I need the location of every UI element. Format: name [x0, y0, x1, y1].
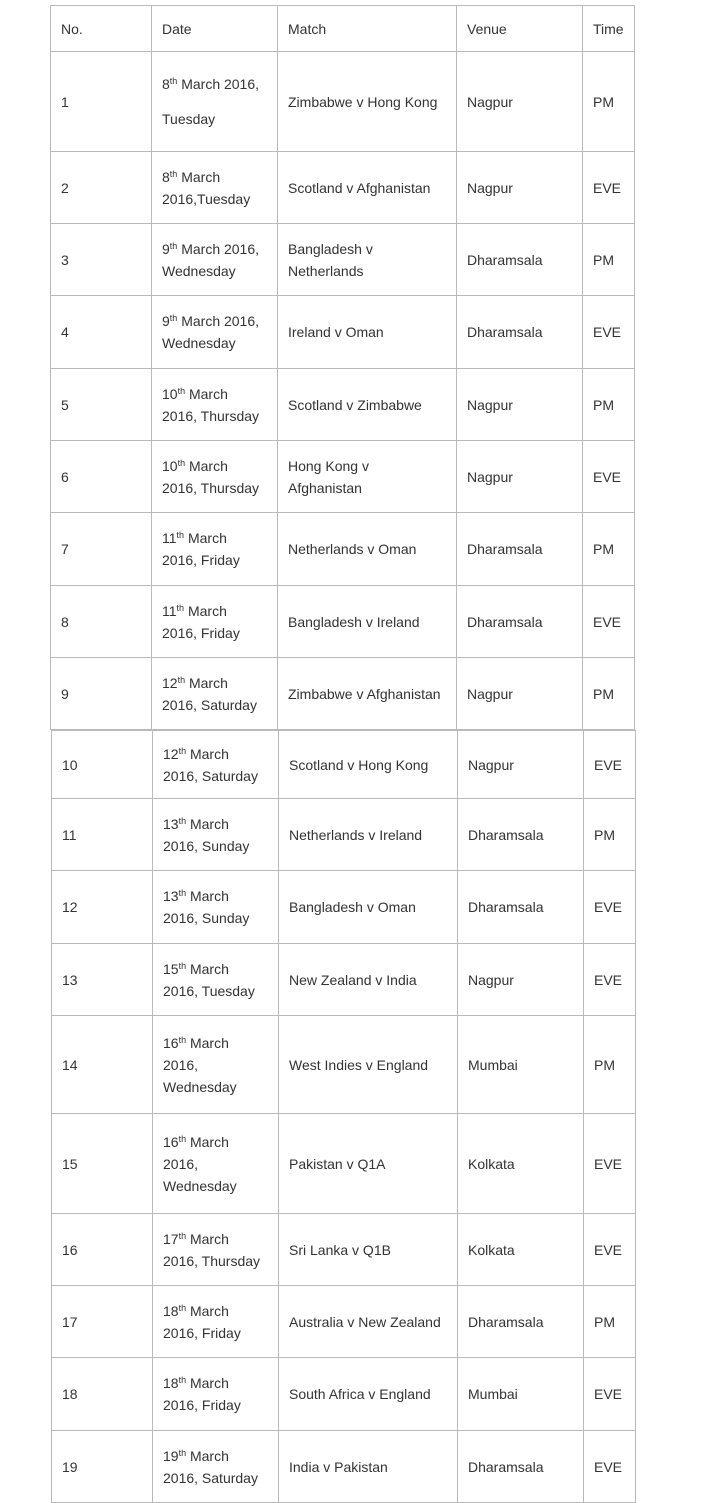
match-time: EVE [583, 152, 635, 224]
match-teams [279, 1286, 458, 1358]
date-month: March [186, 1230, 229, 1247]
date-ordinal: th [178, 1302, 187, 1313]
date-day: 15 [163, 960, 179, 977]
date-day: 10 [162, 385, 178, 402]
match-line-1: Hong Kong v [288, 457, 369, 474]
match-line-1: Scotland v Afghanistan [288, 179, 431, 196]
match-line-1: Australia v New Zealand [289, 1313, 441, 1330]
date-day: 11 [162, 602, 177, 619]
match-time: PM [583, 369, 635, 441]
date-month: March [185, 385, 228, 402]
match-venue: Nagpur [457, 441, 583, 513]
date-month: March [186, 1447, 229, 1464]
table-row [52, 1358, 636, 1431]
match-teams [279, 1358, 458, 1431]
match-teams [279, 1214, 458, 1286]
date-ordinal: th [178, 1375, 187, 1385]
match-number: 16 [52, 1214, 153, 1286]
schedule-table-part-2 [51, 730, 636, 1503]
date-month: March [184, 530, 227, 546]
date-month: March [186, 960, 229, 977]
date-day: 8 [162, 168, 170, 185]
match-teams [278, 658, 457, 730]
match-line-1: Pakistan v Q1A [289, 1155, 386, 1172]
date-month: March [185, 674, 228, 691]
match-venue: Dharamsala [458, 1431, 584, 1503]
date-line-2: Wednesday [162, 335, 236, 351]
match-venue: Dharamsala [457, 296, 583, 369]
match-line-1: West Indies v England [289, 1056, 429, 1073]
date-day: 16 [163, 1133, 179, 1150]
match-time: EVE [584, 1358, 636, 1431]
date-month: March [186, 888, 229, 904]
table-row [52, 944, 636, 1016]
date-month: March [177, 168, 221, 185]
match-venue: Dharamsala [458, 1286, 584, 1358]
date-line-2: 2016, Sunday [163, 837, 250, 854]
date-ordinal: th [169, 240, 178, 251]
date-line-2: 2016, Thursday [162, 407, 260, 424]
table-row [51, 586, 635, 658]
match-line-1: Bangladesh v [288, 240, 373, 257]
match-venue: Kolkata [458, 1114, 584, 1214]
match-number: 1 [51, 52, 152, 152]
date-ordinal: th [178, 1034, 187, 1045]
date-month: March [186, 1302, 229, 1319]
date-day: 13 [163, 888, 179, 904]
match-teams [279, 1431, 458, 1503]
match-date [153, 871, 279, 944]
table-row [52, 1016, 636, 1114]
match-time: EVE [583, 296, 635, 369]
match-venue: Nagpur [457, 52, 583, 152]
match-date [153, 1358, 279, 1431]
match-date [152, 369, 278, 441]
match-venue: Mumbai [458, 1016, 584, 1114]
match-venue: Dharamsala [457, 513, 583, 586]
match-venue: Nagpur [458, 944, 584, 1016]
date-ordinal: th [178, 888, 187, 898]
match-line-1: Netherlands v Ireland [289, 826, 423, 843]
date-day: 19 [163, 1447, 179, 1464]
match-date [152, 224, 278, 296]
match-time: PM [584, 1286, 636, 1358]
match-line-2: Afghanistan [288, 479, 362, 496]
date-day: 17 [163, 1230, 179, 1247]
date-ordinal: th [169, 75, 178, 86]
table-header-row [51, 6, 635, 52]
match-time: EVE [584, 1114, 636, 1214]
header-venue: Venue [457, 6, 583, 52]
match-number: 6 [51, 441, 152, 513]
match-line-1: Bangladesh v Oman [289, 899, 416, 915]
match-time: PM [583, 52, 635, 152]
date-ordinal: th [178, 960, 187, 971]
match-line-1: Scotland v Hong Kong [289, 756, 429, 773]
date-day: 9 [162, 240, 170, 257]
match-line-1: Netherlands v Oman [288, 541, 417, 557]
match-number: 17 [52, 1286, 153, 1358]
match-date [152, 513, 278, 586]
match-time: EVE [583, 441, 635, 513]
match-line-1: New Zealand v India [289, 971, 417, 988]
date-line-2: 2016, Thursday [162, 479, 260, 496]
match-date [153, 944, 279, 1016]
match-number: 8 [51, 586, 152, 658]
match-teams [279, 799, 458, 871]
header-date: Date [152, 6, 278, 52]
match-line-2: Netherlands [288, 262, 364, 279]
date-line-2: 2016, Saturday [163, 767, 258, 784]
match-time: EVE [583, 586, 635, 658]
match-date [153, 1016, 279, 1114]
date-day: 13 [163, 815, 179, 832]
match-date [152, 152, 278, 224]
match-date [153, 1214, 279, 1286]
match-date [153, 799, 279, 871]
table-row [52, 799, 636, 871]
match-number: 3 [51, 224, 152, 296]
date-ordinal: th [178, 745, 187, 756]
schedule-table-part-1 [50, 5, 635, 730]
table-row [51, 369, 635, 441]
date-line-2: 2016, Friday [163, 1324, 241, 1341]
date-ordinal: th [177, 674, 186, 685]
match-teams [278, 296, 457, 369]
match-teams [279, 1016, 458, 1114]
table-row [52, 731, 636, 799]
table-row [51, 658, 635, 730]
match-date [152, 52, 278, 152]
match-time: PM [584, 1016, 636, 1114]
match-line-1: Ireland v Oman [288, 324, 384, 340]
date-line-2: 2016, Saturday [162, 696, 257, 713]
match-teams [279, 944, 458, 1016]
date-day: 18 [163, 1302, 179, 1319]
date-month: March [184, 602, 227, 619]
date-line-2: 2016, Thursday [163, 1252, 261, 1269]
match-teams [279, 731, 458, 799]
table-row [52, 1114, 636, 1214]
match-line-1: Bangladesh v Ireland [288, 613, 420, 630]
date-day: 10 [162, 457, 178, 474]
date-ordinal: th [176, 530, 185, 540]
date-month: March 2016, [177, 240, 260, 257]
match-time: EVE [584, 1214, 636, 1286]
match-number: 2 [51, 152, 152, 224]
match-line-1: Scotland v Zimbabwe [288, 396, 422, 413]
match-number: 4 [51, 296, 152, 369]
date-day: 12 [163, 745, 179, 762]
match-venue: Dharamsala [458, 871, 584, 944]
match-date [152, 586, 278, 658]
match-time: PM [584, 799, 636, 871]
table-row [51, 152, 635, 224]
date-day: 11 [162, 530, 177, 546]
date-ordinal: th [177, 385, 186, 396]
match-teams [278, 441, 457, 513]
match-time: PM [583, 224, 635, 296]
match-venue: Dharamsala [457, 224, 583, 296]
match-teams [278, 586, 457, 658]
date-ordinal: th [178, 1230, 187, 1241]
match-venue: Nagpur [457, 658, 583, 730]
date-line-2: 2016, Friday [162, 624, 240, 641]
date-ordinal: th [169, 168, 178, 179]
match-date [153, 1286, 279, 1358]
match-number: 15 [52, 1114, 153, 1214]
date-month: March [186, 1034, 229, 1051]
match-venue: Dharamsala [457, 586, 583, 658]
date-day: 12 [162, 674, 178, 691]
header-match: Match [278, 6, 457, 52]
match-time: EVE [584, 944, 636, 1016]
match-venue: Nagpur [457, 369, 583, 441]
date-ordinal: th [178, 1133, 187, 1144]
table-row [52, 1214, 636, 1286]
match-line-1: South Africa v England [289, 1386, 431, 1402]
match-date [152, 441, 278, 513]
date-line-3: Wednesday [163, 1177, 237, 1194]
table-row [51, 441, 635, 513]
date-line-3: Wednesday [163, 1078, 237, 1095]
header-no: No. [51, 6, 152, 52]
match-number: 19 [52, 1431, 153, 1503]
table-row [51, 296, 635, 369]
date-ordinal: th [178, 1447, 187, 1458]
match-number: 18 [52, 1358, 153, 1431]
match-line-1: Zimbabwe v Afghanistan [288, 685, 441, 702]
table-row [52, 871, 636, 944]
match-number: 12 [52, 871, 153, 944]
date-ordinal: th [177, 457, 186, 468]
match-number: 13 [52, 944, 153, 1016]
table-row [51, 224, 635, 296]
match-line-1: Zimbabwe v Hong Kong [288, 93, 438, 110]
match-time: EVE [584, 731, 636, 799]
date-month: March [186, 1133, 229, 1150]
date-month: March 2016, [177, 313, 260, 329]
date-day: 18 [163, 1375, 179, 1391]
date-line-2: Wednesday [162, 262, 236, 279]
match-date [153, 1431, 279, 1503]
match-line-1: Sri Lanka v Q1B [289, 1241, 391, 1258]
match-teams [278, 513, 457, 586]
match-number: 11 [52, 799, 153, 871]
match-venue: Mumbai [458, 1358, 584, 1431]
date-line-2: 2016, Friday [163, 1397, 241, 1413]
match-time: PM [583, 513, 635, 586]
date-month: March [186, 815, 229, 832]
match-venue: Nagpur [457, 152, 583, 224]
match-number: 5 [51, 369, 152, 441]
table-row [51, 513, 635, 586]
match-line-1: India v Pakistan [289, 1458, 388, 1475]
match-date [153, 1114, 279, 1214]
match-time: EVE [584, 1431, 636, 1503]
match-teams [278, 224, 457, 296]
table-row [52, 1286, 636, 1358]
date-month: March 2016, [177, 75, 260, 92]
date-line-2: Tuesday [162, 110, 216, 127]
date-line-2: 2016, Sunday [163, 910, 250, 926]
match-teams [278, 369, 457, 441]
match-venue: Dharamsala [458, 799, 584, 871]
date-line-2: 2016, [163, 1155, 199, 1172]
date-day: 8 [162, 75, 170, 92]
date-line-2: 2016, Saturday [163, 1469, 258, 1486]
date-month: March [186, 745, 229, 762]
match-time: PM [583, 658, 635, 730]
date-month: March [186, 1375, 229, 1391]
date-ordinal: th [176, 602, 185, 613]
date-day: 9 [162, 313, 170, 329]
date-month: March [185, 457, 228, 474]
date-line-2: 2016, Tuesday [163, 982, 255, 999]
date-line-2: 2016,Tuesday [162, 190, 251, 207]
date-line-2: 2016, [163, 1056, 199, 1073]
match-number: 9 [51, 658, 152, 730]
match-teams [279, 1114, 458, 1214]
date-day: 16 [163, 1034, 179, 1051]
table-row [51, 52, 635, 152]
date-ordinal: th [178, 815, 187, 826]
match-venue: Nagpur [458, 731, 584, 799]
match-number: 14 [52, 1016, 153, 1114]
match-number: 7 [51, 513, 152, 586]
match-venue: Kolkata [458, 1214, 584, 1286]
match-teams [278, 52, 457, 152]
match-teams [278, 152, 457, 224]
header-time: Time [583, 6, 635, 52]
date-line-2: 2016, Friday [162, 552, 240, 568]
date-ordinal: th [169, 313, 178, 323]
match-teams [279, 871, 458, 944]
table-row [52, 1431, 636, 1503]
match-date [152, 296, 278, 369]
match-number: 10 [52, 731, 153, 799]
match-date [152, 658, 278, 730]
match-time: EVE [584, 871, 636, 944]
match-date [153, 731, 279, 799]
